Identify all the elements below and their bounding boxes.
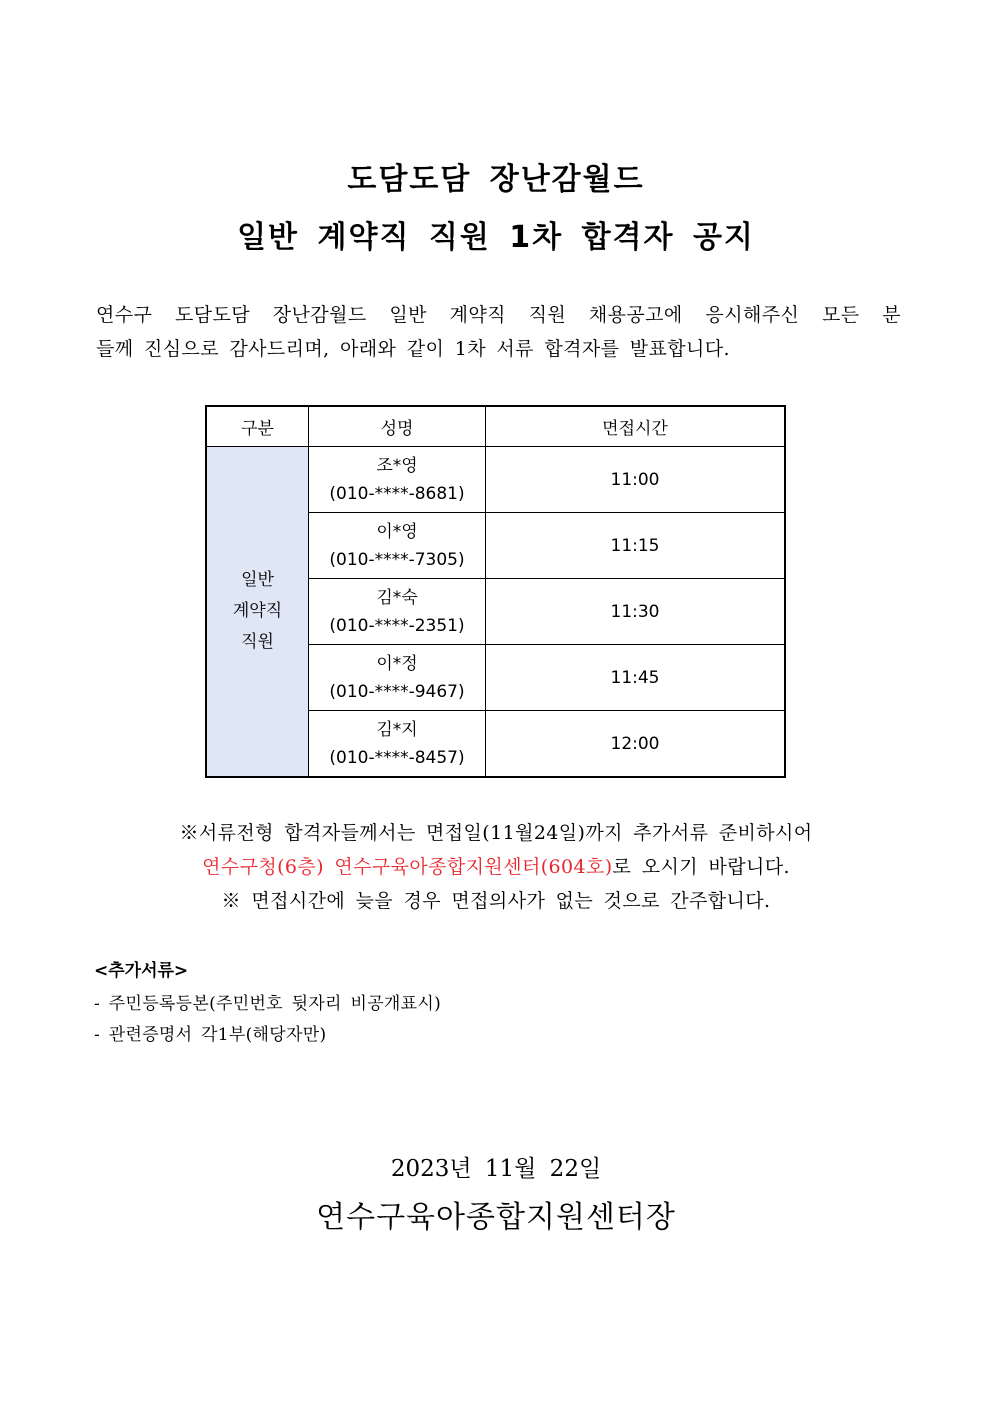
name-cell	[309, 447, 486, 513]
name-cell	[309, 513, 486, 579]
additional-docs-heading: <추가서류>	[94, 961, 189, 981]
table-header-row	[206, 406, 785, 447]
title-line-1: 도담도담 장난감월드	[347, 162, 645, 197]
candidate-name: 김*지	[376, 719, 418, 740]
signature: 연수구육아종합지원센터장	[316, 1200, 676, 1235]
table-row	[206, 447, 785, 513]
title-line-2: 일반 계약직 직원 1차 합격자 공지	[237, 220, 755, 255]
interview-time: 12:00	[486, 711, 786, 778]
candidate-phone: (010-****-7305)	[329, 549, 465, 570]
notice-line-2-rest: 로 오시기 바랍니다.	[612, 856, 790, 878]
interview-time: 11:00	[486, 447, 786, 513]
candidate-name: 이*영	[376, 521, 418, 542]
additional-docs-item: - 주민등록등본(주민번호 뒷자리 비공개표시)	[94, 994, 442, 1014]
intro-line-2: 들께 진심으로 감사드리며, 아래와 같이 1차 서류 합격자를 발표합니다.	[96, 338, 730, 360]
candidate-name: 이*정	[376, 653, 418, 674]
header-name: 성명	[309, 406, 486, 447]
name-cell	[309, 645, 486, 711]
group-label-line: 계약직	[232, 601, 283, 621]
candidate-phone: (010-****-8457)	[329, 747, 465, 768]
group-label-line: 일반	[241, 570, 274, 590]
interview-time: 11:45	[486, 645, 786, 711]
candidate-phone: (010-****-8681)	[329, 483, 465, 504]
notice-line-3: ※ 면접시간에 늦을 경우 면접의사가 없는 것으로 간주합니다.	[221, 890, 771, 912]
candidate-phone: (010-****-2351)	[329, 615, 465, 636]
interview-time: 11:15	[486, 513, 786, 579]
intro-line-1: 연수구 도담도담 장난감월드 일반 계약직 직원 채용공고에 응시해주신 모든 분	[96, 304, 901, 326]
notice-location-highlight: 연수구청(6층) 연수구육아종합지원센터(604호)	[202, 856, 613, 878]
group-cell	[206, 447, 309, 778]
additional-docs-item: - 관련증명서 각1부(해당자만)	[94, 1025, 327, 1045]
notice-line-2	[0, 852, 992, 879]
notice-line-1: ※서류전형 합격자들께서는 면접일(11월24일)까지 추가서류 준비하시어	[179, 822, 813, 844]
name-cell	[309, 711, 486, 778]
candidate-name: 김*숙	[376, 587, 418, 608]
header-interview-time: 면접시간	[486, 406, 786, 447]
notice-date: 2023년 11월 22일	[390, 1156, 602, 1182]
interview-time: 11:30	[486, 579, 786, 645]
results-table	[205, 405, 786, 778]
candidate-phone: (010-****-9467)	[329, 681, 465, 702]
group-label-line: 직원	[241, 632, 274, 652]
header-category: 구분	[206, 406, 309, 447]
candidate-name: 조*영	[376, 455, 418, 476]
intro-paragraph	[96, 298, 901, 366]
name-cell	[309, 579, 486, 645]
